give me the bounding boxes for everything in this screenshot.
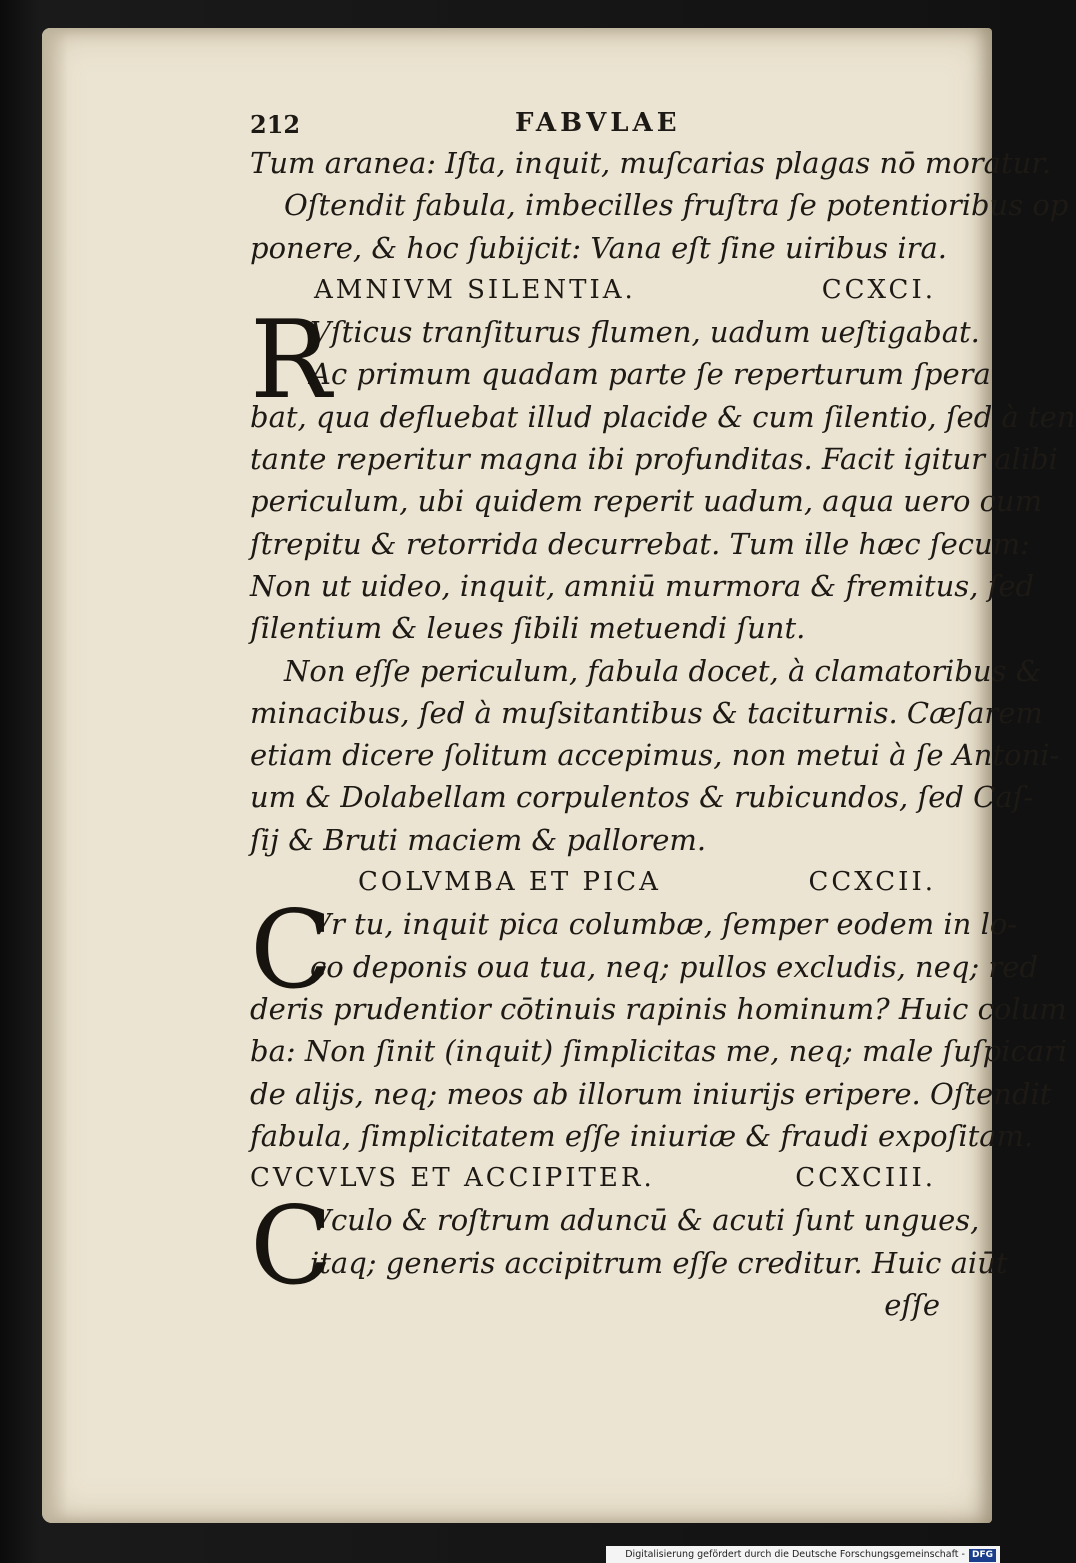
text-line: um & Dolabellam corpulentos & rubicundos, ſed Caſ-	[250, 780, 1034, 815]
catchword: eſſe	[884, 1288, 940, 1323]
drop-cap: R	[250, 298, 332, 424]
text-line: deris prudentior cōtinuis rapinis hominum? Huic colum	[250, 991, 1067, 1026]
text-line: Vſticus tranſiturus flumen, uadum ueſtigabat.	[310, 315, 980, 350]
text-line: tante reperitur magna ibi profunditas. Facit igitur alibi	[250, 442, 1058, 477]
text-line: minacibus, ſed à muſsitantibus & taciturnis. Cæſarem	[250, 695, 1043, 730]
drop-cap: C	[250, 1184, 333, 1310]
text-line: de alijs, neq; meos ab illorum iniurijs eripere. Oſtendit	[250, 1076, 1052, 1111]
dfg-logo: DFG	[969, 1549, 996, 1562]
text-line: itaq; generis accipitrum eſſe creditur. Huic aiūt	[310, 1245, 1008, 1280]
text-line: fabula, ſimplicitatem eſſe iniuriæ & fraudi expoſitam.	[250, 1118, 1034, 1153]
text-line: ba: Non ſinit (inquit) ſimplicitas me, neq; male ſuſpicari	[250, 1034, 1068, 1069]
text-line: Oſtendit fabula, imbecilles fruſtra ſe potentioribus op	[284, 188, 1069, 223]
text-line: ſtrepitu & retorrida decurrebat. Tum ille hæc ſecum:	[250, 526, 1030, 561]
text-line: Non eſſe periculum, fabula docet, à clamatoribus &	[284, 653, 1042, 688]
running-head: FABVLAE	[515, 108, 681, 138]
text-line: Ac primum quadam parte ſe reperturum ſpera	[310, 357, 991, 392]
top-paragraph	[250, 142, 1069, 269]
fable-title: AMNIVM SILENTIA.	[314, 274, 636, 305]
text-line: Non ut uideo, inquit, amniū murmora & fremitus, ſed	[250, 568, 1035, 603]
text-line: bat, qua defluebat illud placide & cum ſilentio, ſed à ten	[250, 399, 1076, 434]
digitization-footer	[606, 1546, 1000, 1563]
page-text	[250, 100, 1076, 1326]
text-line: ſilentium & leues ſibili metuendi ſunt.	[250, 611, 806, 646]
text-line: ponere, & hoc ſubijcit: Vana eſt ſine uiribus ira.	[250, 230, 948, 265]
fable-title: CVCVLVS ET ACCIPITER.	[250, 1163, 655, 1194]
text-line: Vr tu, inquit pica columbæ, ſemper eodem in lo-	[310, 907, 1018, 942]
page-header	[250, 100, 950, 142]
fable-number: CCXCIII.	[795, 1163, 936, 1194]
fable-moral	[250, 650, 1060, 861]
fable-heading	[250, 269, 950, 311]
drop-cap: C	[250, 888, 333, 1014]
fable-text	[250, 1184, 1008, 1326]
text-line: periculum, ubi quidem reperit uadum, aqua uero cum	[250, 484, 1043, 519]
fable-title: COLVMBA ET PICA	[358, 867, 661, 898]
fable-heading	[250, 1157, 950, 1199]
text-line: Tum aranea: Iſta, inquit, muſcarias plagas nō moratur.	[250, 146, 1052, 180]
text-line: etiam dicere ſolitum accepimus, non metui à ſe Antoni-	[250, 738, 1060, 773]
fable-number: CCXCII.	[808, 867, 936, 898]
text-line: ſij & Bruti maciem & pallorem.	[250, 822, 707, 857]
page-number: 212	[250, 110, 301, 139]
footer-text: Digitalisierung gefördert durch die Deutsche Forschungsgemeinschaft -	[625, 1549, 965, 1560]
text-line: Vculo & roſtrum aduncū & acuti ſunt ungues,	[310, 1203, 980, 1238]
fable-heading	[250, 861, 950, 903]
fable-text	[250, 298, 1076, 649]
fable-text	[250, 888, 1068, 1157]
fable-number: CCXCI.	[821, 274, 936, 305]
text-line: co deponis oua tua, neq; pullos excludis, neq; red	[310, 949, 1039, 984]
